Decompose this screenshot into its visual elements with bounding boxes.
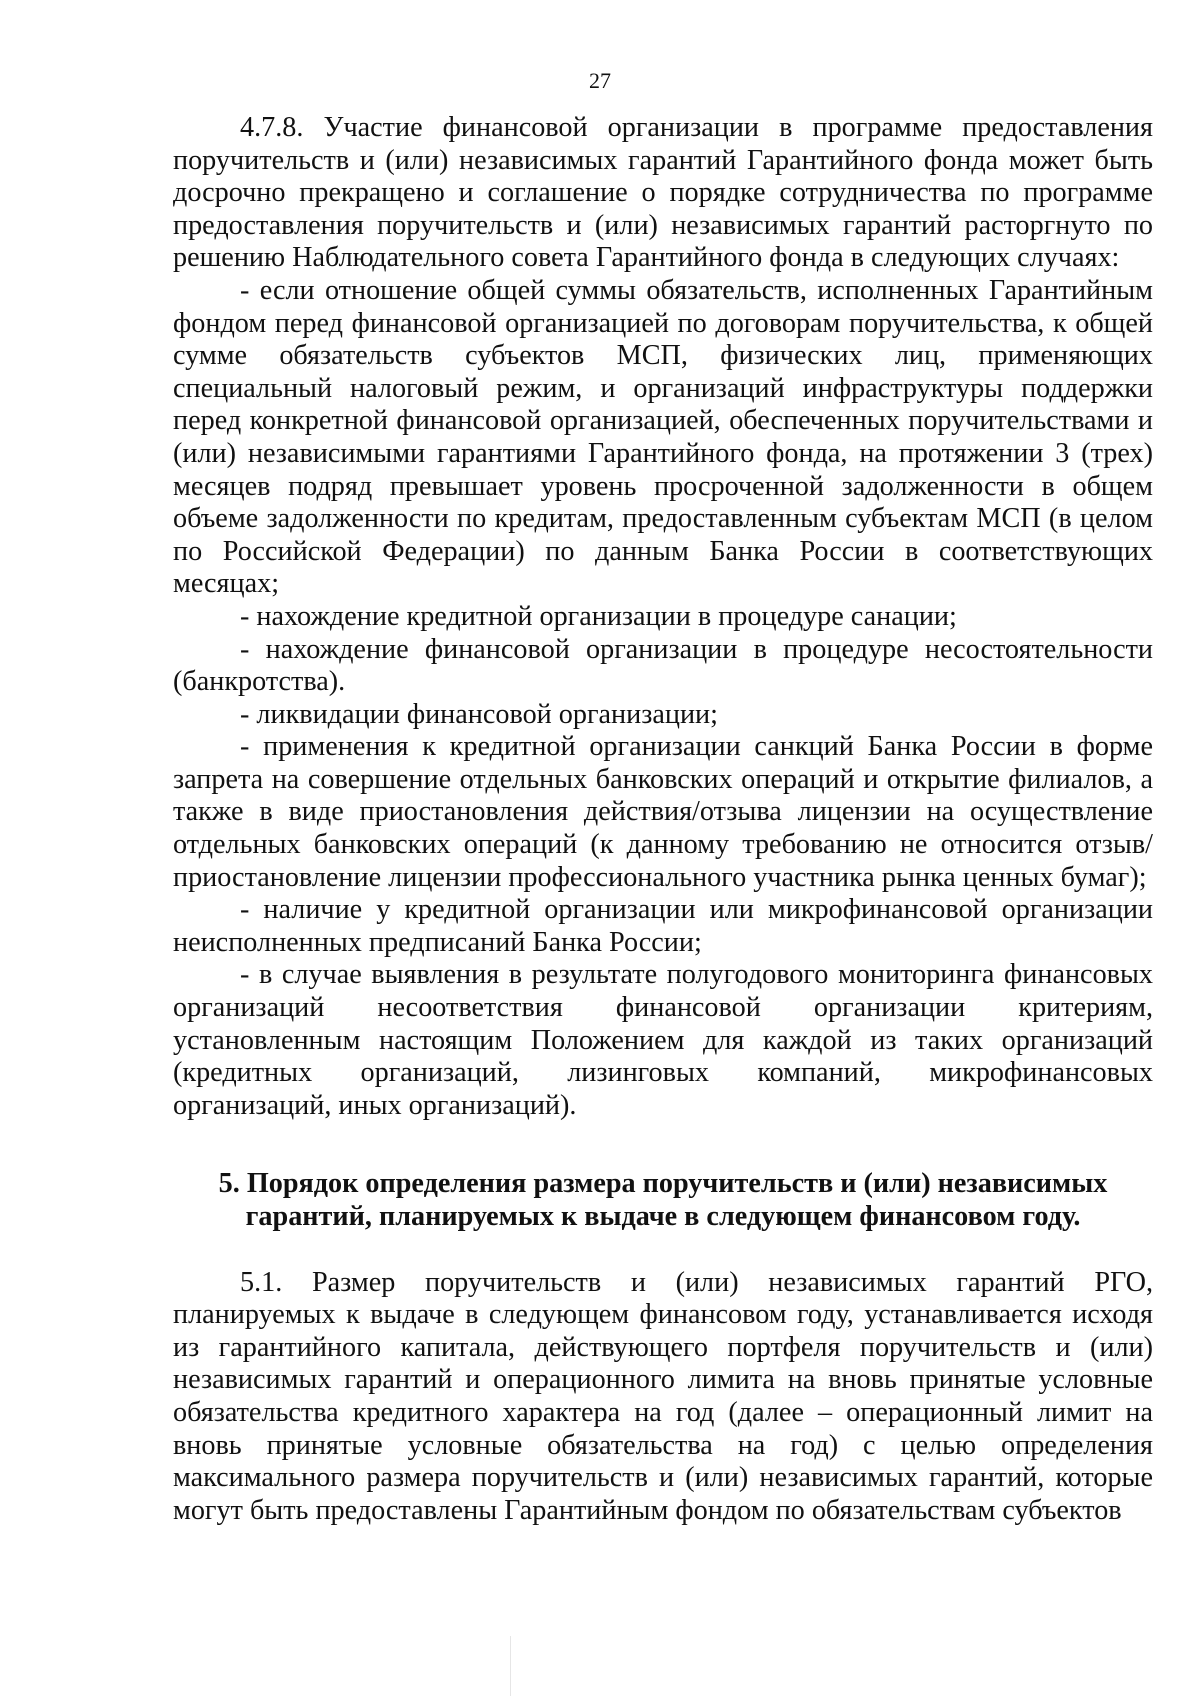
list-item-monitoring-mismatch: - в случае выявления в результате полугодового мониторинга финансовых организаций несоответствия финансовой организации критериям, установленным настоящим Положением для каждой из таких организаций (кредитных организаций, лизинговых компаний, микрофинансовых организаций, иных организаций).	[173, 959, 1153, 1121]
list-item-unfulfilled-orders: - наличие у кредитной организации или микрофинансовой организации неисполненных предписаний Банка России;	[173, 894, 1153, 958]
list-item-insolvency: - нахождение финансовой организации в процедуре несостоятельности (банкротства).	[173, 633, 1153, 698]
scan-artifact-line	[510, 1636, 511, 1696]
list-item-liquidation: - ликвидации финансовой организации;	[240, 698, 718, 730]
list-item-sanctions: - применения к кредитной организации санкций Банка России в форме запрета на совершение отдельных банковских операций и открытие филиалов, а также в виде приостановления действия/отзыва лицензии на осуществление отдельных банковских операций (к данному требованию не относится отзыв/приостановление лицензии профессионального участника рынка ценных бумаг);	[173, 731, 1153, 893]
list-item-sanation: - нахождение кредитной организации в процедуре санации;	[240, 600, 957, 632]
page-number: 27	[589, 68, 611, 93]
list-item-overdue-debt-ratio: - если отношение общей суммы обязательств, исполненных Гарантийным фондом перед финансовой организацией по договорам поручительства, к общей сумме обязательств субъектов МСП, физических лиц, применяющих специальный налоговый режим, и организаций инфраструктуры поддержки перед конкретной финансовой организацией, обеспеченных поручительствами и (или) независимыми гарантиями Гарантийного фонда, на протяжении 3 (трех) месяцев подряд превышает уровень просроченной задолженности в общем объеме задолженности по кредитам, предоставленным субъектам МСП (в целом по Российской Федерации) по данным Банка России в соответствующих месяцах;	[173, 274, 1153, 600]
paragraph-5-1: 5.1. Размер поручительств и (или) независимых гарантий РГО, планируемых к выдаче в следующем финансовом году, устанавливается исходя из гарантийного капитала, действующего портфеля поручительств и (или) независимых гарантий и операционного лимита на вновь принятые условные обязательства кредитного характера на год (далее – операционный лимит на вновь принятые условные обязательства на год) с целью определения максимального размера поручительств и (или) независимых гарантий, которые могут быть предоставлены Гарантийным фондом по обязательствам субъектов	[173, 1266, 1153, 1526]
paragraph-4-7-8: 4.7.8. Участие финансовой организации в программе предоставления поручительств и (или) независимых гарантий Гарантийного фонда может быть досрочно прекращено и соглашение о порядке сотрудничества по программе предоставления поручительств и (или) независимых гарантий расторгнуто по решению Наблюдательного совета Гарантийного фонда в следующих случаях:	[173, 112, 1153, 274]
section-heading-5: 5. Порядок определения размера поручительств и (или) независимых гарантий, планируемых к выдаче в следующем финансовом году.	[218, 1168, 1108, 1232]
document-body	[173, 112, 1153, 1527]
